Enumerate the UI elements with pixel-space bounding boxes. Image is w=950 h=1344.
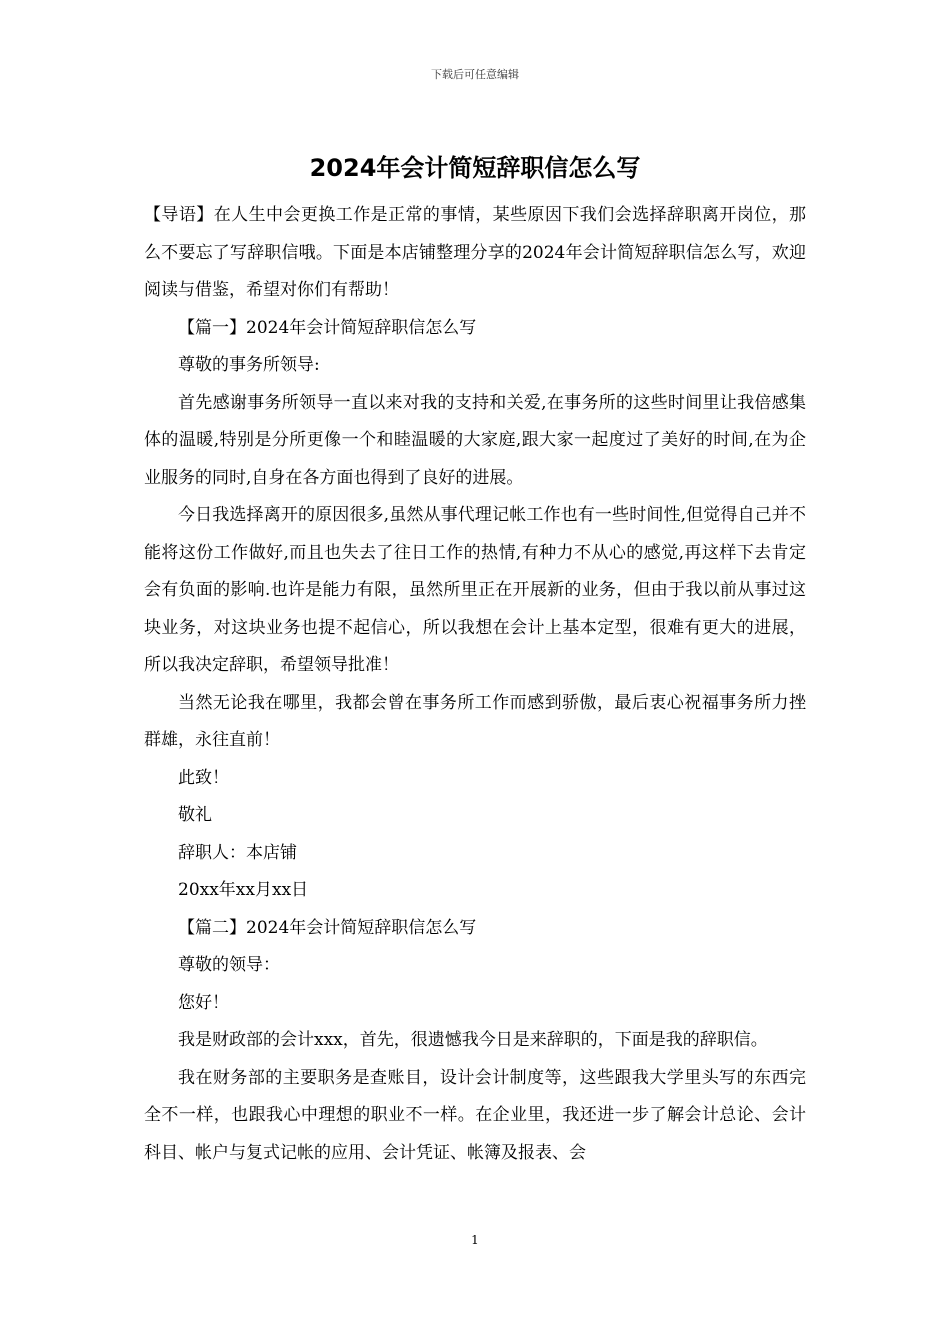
paragraph-intro: 【导语】在人生中会更换工作是正常的事情，某些原因下我们会选择辞职离开岗位，那么不要忘了写辞职信哦。下面是本店铺整理分享的2024年会计简短辞职信怎么写，欢迎阅读与借鉴，希望对你们有帮助！ <box>144 205 806 300</box>
header-note: 下载后可任意编辑 <box>431 68 519 81</box>
document-title: 2024年会计简短辞职信怎么写 <box>309 154 641 182</box>
paragraph-section-two-heading: 【篇二】2024年会计简短辞职信怎么写 <box>178 917 477 938</box>
paragraph-section-one-heading: 【篇一】2024年会计简短辞职信怎么写 <box>178 317 477 338</box>
paragraph-greeting: 您好！ <box>178 992 229 1013</box>
page-number: 1 <box>471 1233 479 1247</box>
paragraph-body: 当然无论我在哪里，我都会曾在事务所工作而感到骄傲，最后衷心祝福事务所力挫群雄，永往直前！ <box>144 692 806 750</box>
paragraph-salutation-two: 尊敬的领导： <box>178 955 280 975</box>
paragraph-regards: 敬礼 <box>178 805 212 825</box>
paragraph-body: 我在财务部的主要职务是查账目，设计会计制度等，这些跟我大学里头写的东西完全不一样，也跟我心中理想的职业不一样。在企业里，我还进一步了解会计总论、会计科目、帐户与复式记帐的应用、会计凭证、帐簿及报表、会 <box>144 1067 806 1163</box>
paragraph-body: 我是财政部的会计xxx，首先，很遗憾我今日是来辞职的，下面是我的辞职信。 <box>178 1030 768 1050</box>
paragraph-signature: 辞职人：本店铺 <box>178 842 297 863</box>
paragraph-date: 20xx年xx月xx日 <box>178 880 309 900</box>
paragraph-salutation-one: 尊敬的事务所领导: <box>178 355 320 375</box>
paragraph-body: 首先感谢事务所领导一直以来对我的支持和关爱,在事务所的这些时间里让我倍感集体的温暖,特别是分所更像一个和睦温暖的大家庭,跟大家一起度过了美好的时间,在为企业服务的同时,自身在各方面也得到了良好的进展。 <box>144 392 806 488</box>
document-body <box>144 197 806 1172</box>
paragraph-closing: 此致！ <box>178 767 229 788</box>
paragraph-body: 今日我选择离开的原因很多,虽然从事代理记帐工作也有一些时间性,但觉得自己并不能将这份工作做好,而且也失去了往日工作的热情,有种力不从心的感觉,再这样下去肯定会有负面的影响.也许是能力有限，虽然所里正在开展新的业务，但由于我以前从事过这块业务，对这块业务也提不起信心，所以我想在会计上基本定型，很难有更大的进展，所以我决定辞职，希望领导批准！ <box>144 505 806 675</box>
